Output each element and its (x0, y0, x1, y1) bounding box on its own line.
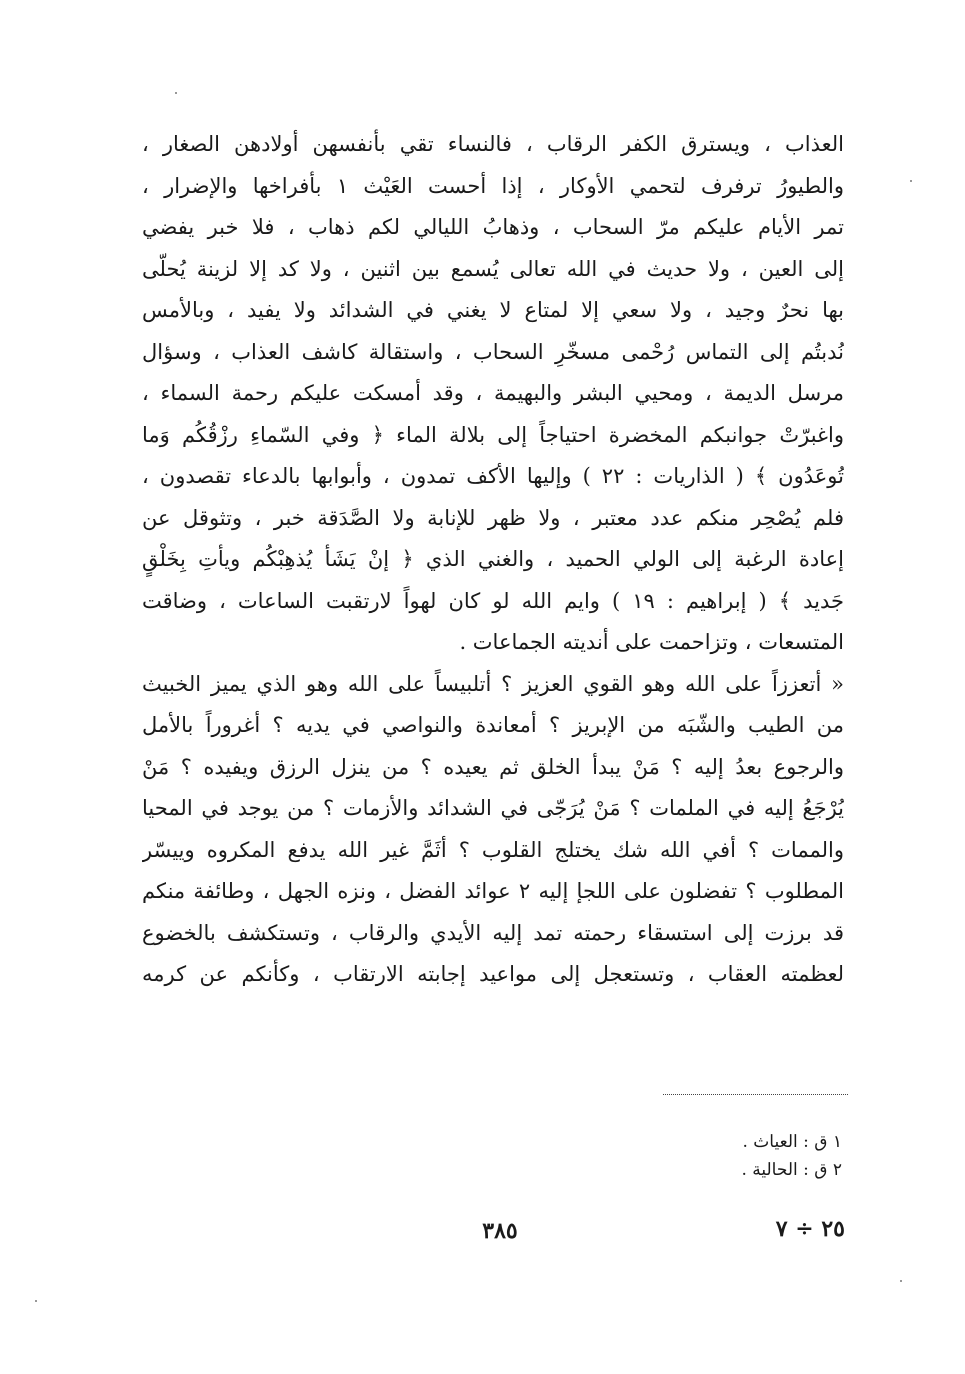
text-line: إعادة الرغبة إلى الولي الحميد ، والغني الذي ﴿ إنْ يَشَأ يُذهِبْكُم ويأتِ بِخَلْقٍ (142, 547, 844, 571)
text-line: « أتعززاً على الله وهو القوي العزيز ؟ أتلبيساً على الله وهو الذي يميز الخبيث (142, 671, 844, 696)
main-text (142, 124, 844, 996)
text-line: بها نحرٌ وجيد ، ولا سعي إلا لمتاع لا يغني في الشدائد ولا يفيد ، وبالأمس (142, 298, 844, 322)
scan-speck (900, 1280, 902, 1282)
scan-speck (910, 180, 912, 182)
footnote: ٢ ق : الحالية . (741, 1160, 842, 1180)
scan-speck (175, 92, 177, 94)
text-line: لعظمته العقاب ، وتستعجل إلى مواعيد إجابته الارتقاب ، وكأنكم عن كرمه (142, 962, 844, 986)
text-line: واغبرّتْ جوانبكم المخضرة احتياجاً إلى بلالة الماء ﴿ وفي السّماءِ رزْقُكُم وَما (142, 422, 844, 447)
text-line: تُوعَدُون ﴾ ( الذاريات : ٢٢ ) وإليها الأكف تمدون ، وأبوابها بالدعاء تقصدون ، (142, 464, 844, 488)
footnote: ١ ق : العياث . (742, 1132, 842, 1152)
page-number: ٣٨٥ (482, 1218, 518, 1244)
text-line: مرسل الديمة ، ومحيي البشر والبهيمة ، وقد أمسكت عليكم رحمة السماء ، (142, 381, 844, 405)
text-line: والطيورُ ترفرف لتحمي الأوكار ، إذا أحست العَيْث ١ بأفراخها والإضرار ، (142, 173, 844, 198)
text-line: العذاب ، ويسترق الكفر الرقاب ، فالنساء تقي بأنفسهن أولادهن الصغار ، (142, 132, 844, 156)
text-line: فلم يُصْحِر منكم عدد معتبر ، ولا ظهر للإنابة ولا الصَّدَقة خبر ، وتثوقل عن (142, 505, 844, 530)
text-line: والرجوع بعدُ إليه ؟ مَنْ يبدأ الخلق ثم يعيده ؟ من ينزل الرزق ويفيده ؟ مَنْ (142, 754, 844, 779)
text-line: نُدبتُم إلى التماس رُحْمى مسخّرِ السحاب ، واستقالة كاشف العذاب ، وسؤال (142, 339, 844, 364)
footnote-divider (663, 1094, 848, 1095)
text-line: تمر الأيام عليكم مرّ السحاب ، وذهابُ الليالي لكم ذهاب ، فلا خبر يفضي (142, 215, 844, 239)
text-line: من الطيب والشّبَه من الإبريز ؟ أمعاندة والنواصي في يديه ؟ أغروراً بالأمل (142, 713, 844, 737)
scan-speck (35, 1300, 37, 1302)
text-line: المطلوب ؟ تفضلون على اللجإ إليه ٢ عوائد الفضل ، ونزه الجهل ، وطائفة منكم (142, 879, 844, 903)
text-line: قد برزت إلى استسقاء رحمته تمد إليه الأيدي والرقاب ، وتستكشف بالخضوع (142, 920, 844, 945)
text-line: والممات ؟ أفي الله شك يختلج القلوب ؟ أثَمَّ غير الله يدفع المكروه وييسّر (142, 837, 844, 862)
text-line: جَديد ﴾ ( إبراهيم : ١٩ ) وايم الله لو كان لهواً لارتقبت الساعات ، وضاقت (142, 588, 844, 613)
footnotes (560, 1128, 842, 1184)
text-line: إلى العين ، ولا حديث في الله تعالى يُسمع بين اثنين ، ولا كد إلا لزينة يُحلّى (142, 256, 844, 281)
printer-signature: ٢٥ ÷ ٧ (775, 1216, 845, 1242)
paragraph-end-line: المتسعات ، وتزاحمت على أنديته الجماعات . (459, 630, 844, 654)
text-line: يُرْجَعُ إليه في الملمات ؟ مَنْ يُرَجّى في الشدائد والأزمات ؟ من يوجد في المحيا (142, 796, 844, 820)
